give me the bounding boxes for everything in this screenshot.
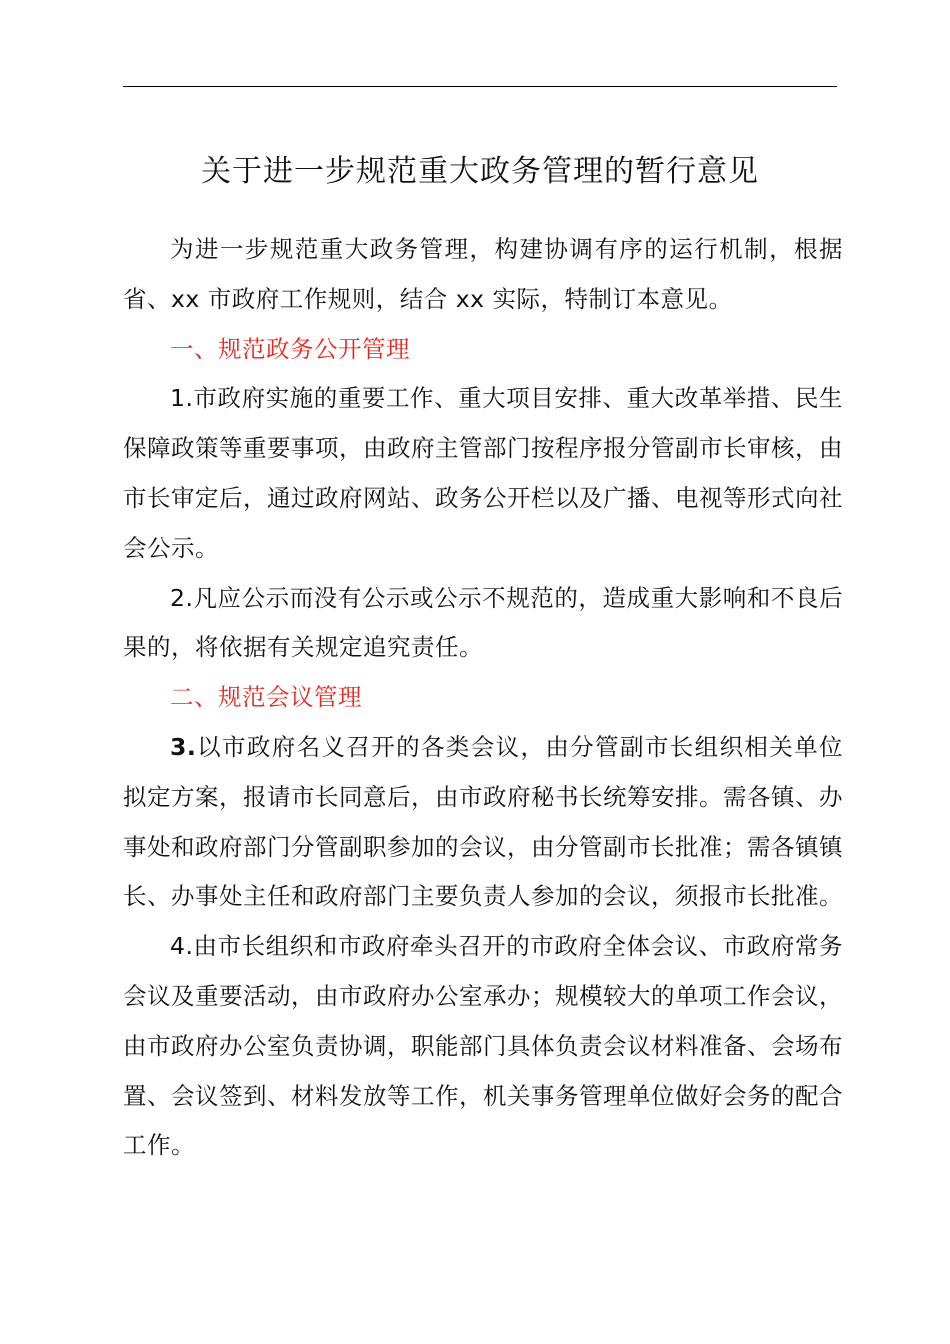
item-1-paragraph: 1.市政府实施的重要工作、重大项目安排、重大改革举措、民生保障政策等重要事项，由政府主管部门按程序报分管副市长审核，由市长审定后，通过政府网站、政务公开栏以及广播、电视等形式向社会公示。	[123, 384, 843, 562]
document-title: 关于进一步规范重大政务管理的暂行意见	[201, 154, 759, 189]
section-2-heading: 二、规范会议管理	[170, 683, 362, 712]
intro-paragraph: 为进一步规范重大政务管理，构建协调有序的运行机制，根据省、xx 市政府工作规则，结合 xx 实际，特制订本意见。	[123, 235, 843, 313]
section-1-heading: 一、规范政务公开管理	[170, 334, 410, 363]
item-2-paragraph: 2.凡应公示而没有公示或公示不规范的，造成重大影响和不良后果的，将依据有关规定追究责任。	[123, 583, 843, 662]
item-3-paragraph	[123, 723, 843, 922]
item-3-number: 3.	[170, 732, 197, 761]
header-rule	[123, 86, 837, 87]
document-body	[123, 225, 843, 1171]
item-4-paragraph: 4.由市长组织和市政府牵头召开的市政府全体会议、市政府常务会议及重要活动，由市政府办公室承办；规模较大的单项工作会议，由市政府办公室负责协调，职能部门具体负责会议材料准备、会场布置、会议签到、材料发放等工作，机关事务管理单位做好会务的配合工作。	[123, 932, 843, 1160]
item-3-text: 以市政府名义召开的各类会议，由分管副市长组织相关单位拟定方案，报请市长同意后，由市政府秘书长统筹安排。需各镇、办事处和政府部门分管副职参加的会议，由分管副市长批准；需各镇镇长、办事处主任和政府部门主要负责人参加的会议，须报市长批准。	[123, 732, 843, 911]
